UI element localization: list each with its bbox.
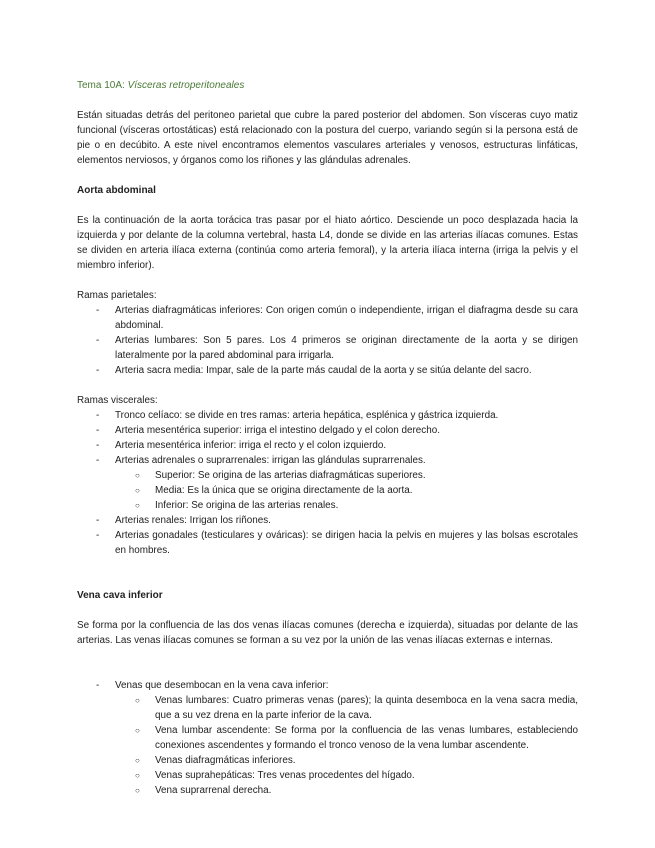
list-item (77, 513, 578, 528)
visceral-label: Ramas viscerales: (77, 395, 158, 406)
list-item (77, 453, 578, 513)
circle-bullet-icon: ○ (135, 501, 140, 510)
list-item (77, 408, 578, 423)
dash-bullet: - (96, 530, 100, 541)
sublist-item (115, 468, 578, 483)
sublist-item-text: Vena lumbar ascendente: Se forma por la confluencia de las venas lumbares, estableciendo conexiones ascendentes y formando el tronco venoso de la vena lumbar ascendente. (155, 725, 578, 751)
list-item-text: Arterias adrenales o suprarrenales: irrigan las glándulas suprarrenales. (115, 455, 426, 466)
dash-bullet: - (96, 515, 100, 526)
sublist-item (115, 483, 578, 498)
list-item-text: Arterias renales: Irrigan los riñones. (115, 515, 271, 526)
sublist-item-text: Venas diafragmáticas inferiores. (155, 755, 296, 766)
list-item-text: Arterias gonadales (testiculares y ováricas): se dirigen hacia la pelvis en mujeres y las bolsas escrotales en hombres. (115, 530, 578, 556)
section-heading-aorta: Aorta abdominal (77, 185, 156, 196)
vena-sublist (115, 693, 578, 798)
list-item-text: Arteria mesentérica superior: irriga el intestino delgado y el colon derecho. (115, 425, 440, 436)
aorta-paragraph: Es la continuación de la aorta torácica tras pasar por el hiato aórtico. Desciende un poco desplazada hacia la izquierda y por delante de la columna vertebral, hasta L4, donde se divide en las arterias ilíacas comunes. Estas se dividen en arteria ilíaca externa (continúa como arteria femoral), y la arteria ilíaca interna (irriga la pelvis y el miembro inferior). (77, 215, 578, 271)
spacer (77, 573, 578, 588)
list-item-text: Tronco celíaco: se divide en tres ramas: arteria hepática, esplénica y gástrica izquierda. (115, 410, 499, 421)
circle-bullet-icon: ○ (135, 756, 140, 765)
vena-list (77, 678, 578, 798)
sublist-item-text: Venas suprahepáticas: Tres venas procedentes del hígado. (155, 770, 415, 781)
circle-bullet-icon: ○ (135, 696, 140, 705)
spacer (77, 663, 578, 678)
visceral-list (77, 408, 578, 558)
list-item (77, 438, 578, 453)
dash-bullet: - (96, 455, 100, 466)
adrenal-sublist (115, 468, 578, 513)
list-item-text: Arterias diafragmáticas inferiores: Con origen común o independiente, irrigan el diafragma desde su cara abdominal. (115, 305, 578, 331)
sublist-item-text: Venas lumbares: Cuatro primeras venas (pares); la quinta desemboca en la vena sacra media, que a su vez drena en la parte inferior de la cava. (155, 695, 578, 721)
circle-bullet-icon: ○ (135, 786, 140, 795)
intro-paragraph: Están situadas detrás del peritoneo parietal que cubre la pared posterior del abdomen. Son vísceras cuyo matiz funcional (vísceras ortostáticas) está relacionado con la postura del cuerpo, variando según si la persona está de pie o en decúbito. A este nivel encontramos elementos vasculares arteriales y venosos, estructuras linfáticas, elementos nerviosos, y órganos como los riñones y las glándulas adrenales. (77, 110, 578, 166)
dash-bullet: - (96, 335, 100, 346)
sublist-item (115, 753, 578, 768)
dash-bullet: - (96, 365, 100, 376)
circle-bullet-icon: ○ (135, 486, 140, 495)
dash-bullet: - (96, 305, 100, 316)
sublist-item-text: Media: Es la única que se origina directamente de la aorta. (155, 485, 413, 496)
sublist-item-text: Inferior: Se origina de las arterias renales. (155, 500, 339, 511)
dash-bullet: - (96, 680, 100, 691)
title-name: Vísceras retroperitoneales (127, 80, 245, 91)
title-prefix: Tema 10A: (77, 80, 128, 91)
list-item-text: Arteria sacra media: Impar, sale de la parte más caudal de la aorta y se sitúa delante del sacro. (115, 365, 532, 376)
list-item (77, 333, 578, 363)
list-item (77, 528, 578, 558)
list-item (77, 423, 578, 438)
circle-bullet-icon: ○ (135, 771, 140, 780)
document-page (77, 78, 578, 813)
list-item-text: Arterias lumbares: Son 5 pares. Los 4 primeros se originan directamente de la aorta y se dirigen lateralmente por la pared abdominal para irrigarla. (115, 335, 578, 361)
parietal-list (77, 303, 578, 378)
dash-bullet: - (96, 410, 100, 421)
dash-bullet: - (96, 425, 100, 436)
document-title (77, 78, 578, 93)
section-heading-vena-cava: Vena cava inferior (77, 590, 163, 601)
sublist-item (115, 768, 578, 783)
list-item (77, 678, 578, 798)
dash-bullet: - (96, 440, 100, 451)
circle-bullet-icon: ○ (135, 471, 140, 480)
circle-bullet-icon: ○ (135, 726, 140, 735)
list-item-text: Venas que desembocan en la vena cava inferior: (115, 680, 329, 691)
list-item (77, 303, 578, 333)
parietal-label: Ramas parietales: (77, 290, 157, 301)
sublist-item (115, 693, 578, 723)
list-item-text: Arteria mesentérica inferior: irriga el recto y el colon izquierdo. (115, 440, 387, 451)
sublist-item (115, 783, 578, 798)
sublist-item-text: Superior: Se origina de las arterias diafragmáticas superiores. (155, 470, 426, 481)
sublist-item (115, 723, 578, 753)
sublist-item (115, 498, 578, 513)
list-item (77, 363, 578, 378)
vena-paragraph: Se forma por la confluencia de las dos venas ilíacas comunes (derecha e izquierda), situadas por delante de las arterias. Las venas ilíacas comunes se forman a su vez por la unión de las venas ilíacas externas e internas. (77, 620, 578, 646)
sublist-item-text: Vena suprarrenal derecha. (155, 785, 272, 796)
